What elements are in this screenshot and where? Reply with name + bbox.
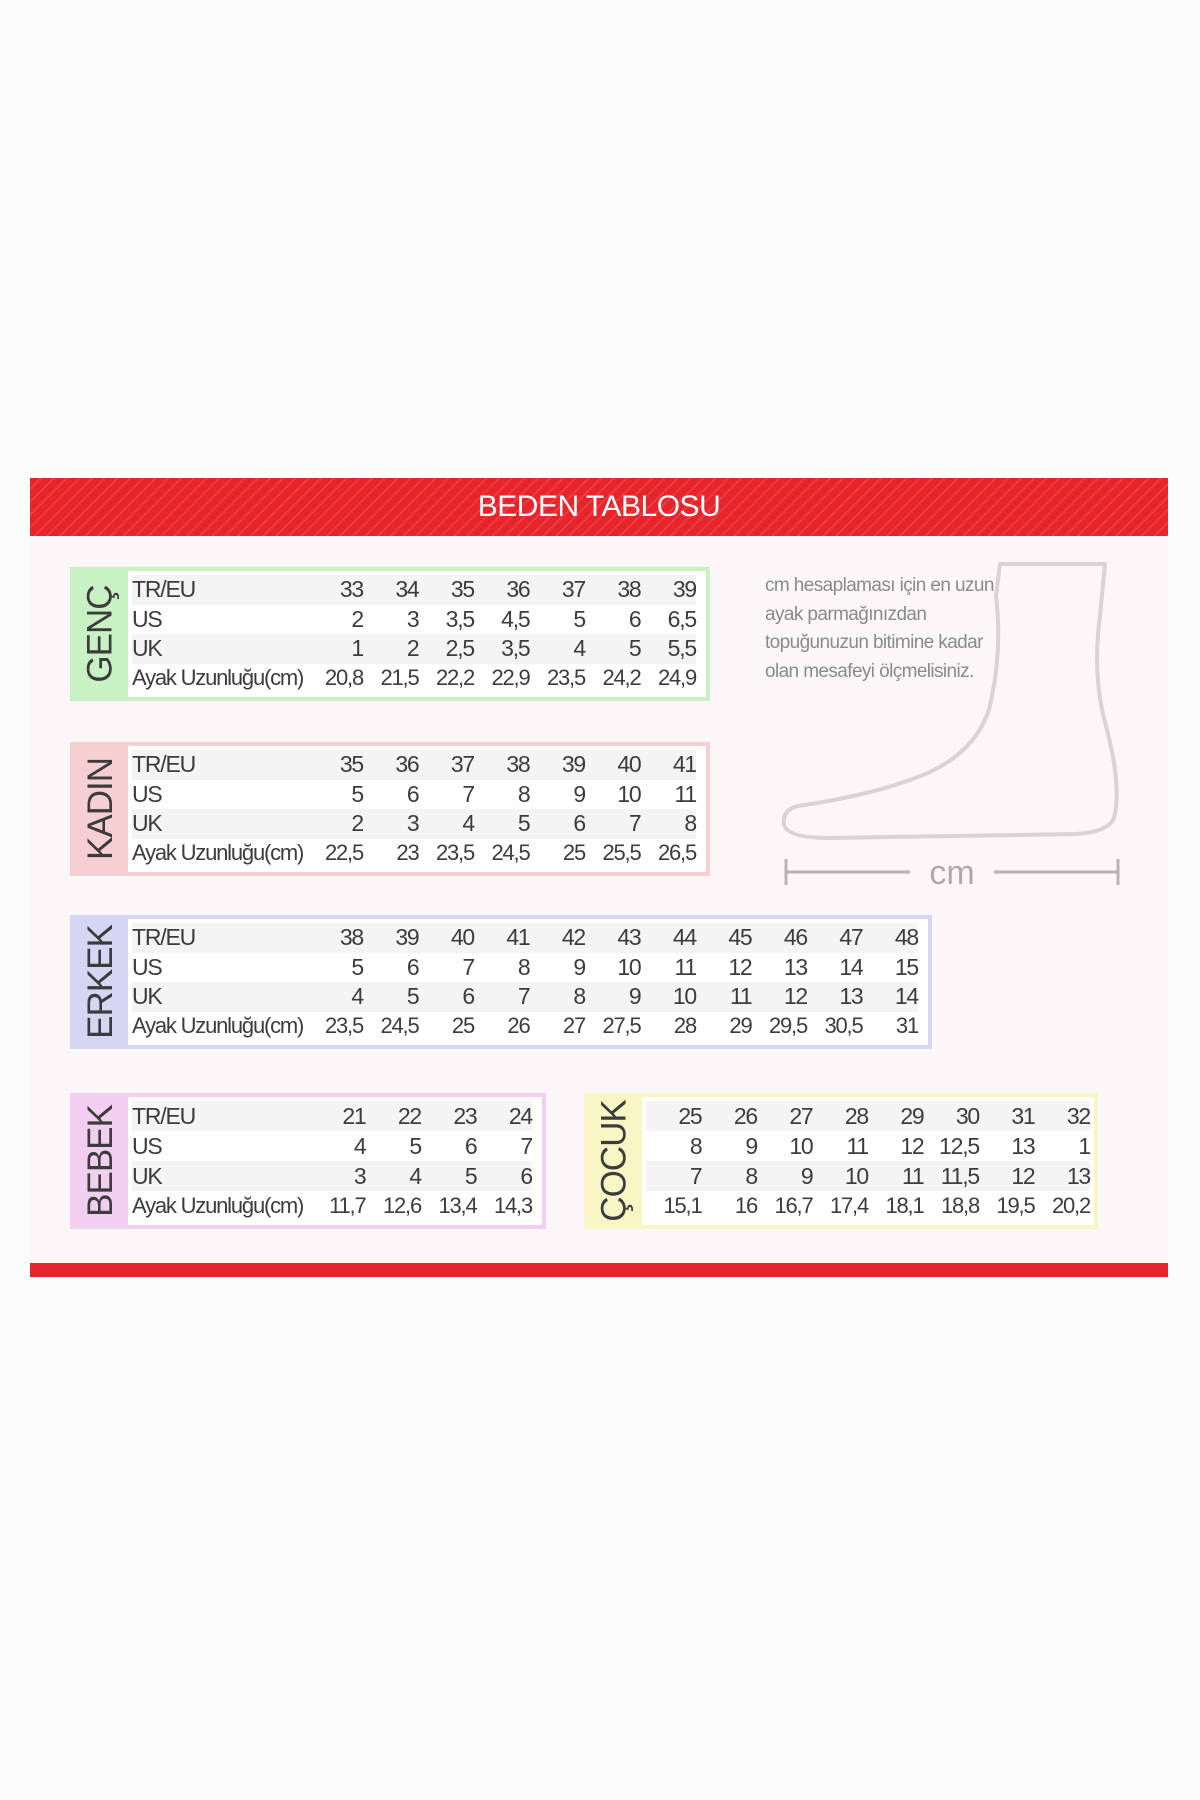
row-label: US: [132, 605, 162, 632]
row-label: TR/EU: [132, 924, 196, 951]
row-values: [303, 840, 696, 866]
size-cell: 22,9: [491, 665, 530, 691]
size-cell: 7: [520, 1132, 532, 1159]
size-cell: 44: [672, 924, 696, 951]
size-cell: 7: [462, 953, 474, 980]
size-cell: 14: [894, 983, 918, 1010]
size-cell: 4: [351, 983, 363, 1010]
size-cell: 24,2: [602, 665, 641, 691]
table-label: GENÇ: [81, 585, 120, 683]
table-row: [646, 1191, 1090, 1221]
size-cell: 3,5: [445, 605, 474, 632]
size-cell: 38: [506, 751, 530, 778]
size-cell: 30: [955, 1102, 979, 1129]
size-cell: 41: [506, 924, 530, 951]
table-label: KADIN: [81, 758, 120, 860]
size-cell: 22: [397, 1102, 421, 1129]
size-cell: 34: [395, 576, 419, 603]
row-values: [303, 665, 696, 691]
table-row: [132, 1191, 532, 1221]
size-cell: 12: [1011, 1162, 1035, 1189]
size-cell: 16: [734, 1193, 757, 1218]
table-kadin: [70, 742, 710, 876]
size-cell: 23: [396, 840, 419, 866]
size-cell: 26: [507, 1013, 530, 1039]
size-cell: 13: [839, 983, 863, 1010]
size-cell: 2: [406, 635, 419, 662]
table-row: [132, 1131, 532, 1161]
size-cell: 4,5: [501, 605, 530, 632]
size-cell: 24,5: [380, 1013, 419, 1039]
table-rows: [128, 571, 706, 697]
row-values: [162, 810, 696, 837]
size-cell: 18,8: [940, 1193, 979, 1218]
size-cell: 35: [339, 751, 363, 778]
row-values: [195, 924, 918, 951]
size-cell: 14,3: [493, 1193, 532, 1218]
size-cell: 23,5: [546, 665, 585, 691]
size-cell: 18,1: [885, 1193, 924, 1218]
size-cell: 23: [453, 1102, 477, 1129]
size-cell: 11: [674, 780, 696, 807]
size-cell: 3: [353, 1162, 366, 1189]
row-label: UK: [132, 983, 162, 1010]
row-values: [646, 1133, 1090, 1160]
row-label: UK: [132, 635, 162, 662]
size-cell: 36: [395, 751, 419, 778]
table-row: [132, 634, 696, 664]
row-values: [195, 751, 696, 778]
row-label: Ayak Uzunluğu(cm): [132, 1013, 304, 1039]
row-label: Ayak Uzunluğu(cm): [132, 840, 304, 866]
size-cell: 9: [745, 1132, 757, 1159]
size-cell: 9: [573, 953, 585, 980]
size-cell: 42: [561, 924, 585, 951]
size-cell: 13: [1011, 1132, 1035, 1159]
size-cell: 7: [462, 780, 474, 807]
size-cell: 12: [783, 983, 807, 1010]
size-cell: 10: [789, 1132, 813, 1159]
size-cell: 11: [902, 1162, 924, 1189]
size-cell: 2,5: [445, 635, 474, 662]
size-cell: 4: [353, 1132, 366, 1159]
size-cell: 1: [351, 635, 363, 662]
size-cell: 6: [628, 605, 641, 632]
size-cell: 8: [689, 1132, 702, 1159]
size-cell: 4: [409, 1162, 421, 1189]
size-cell: 43: [617, 924, 641, 951]
row-values: [162, 1163, 532, 1190]
size-cell: 37: [450, 751, 474, 778]
size-cell: 11: [730, 983, 752, 1010]
header-bar: [30, 478, 1168, 536]
size-cell: 5: [351, 780, 363, 807]
table-rows: [128, 746, 706, 872]
size-cell: 9: [573, 780, 585, 807]
size-cell: 38: [339, 924, 363, 951]
size-cell: 6: [406, 953, 419, 980]
row-values: [162, 606, 696, 633]
size-cell: 11: [674, 953, 696, 980]
size-cell: 28: [844, 1102, 868, 1129]
size-cell: 10: [617, 953, 641, 980]
size-cell: 10: [617, 780, 641, 807]
size-cell: 29: [900, 1102, 924, 1129]
size-cell: 32: [1066, 1102, 1090, 1129]
table-erkek: [70, 915, 932, 1049]
side-label-erkek: [74, 919, 128, 1045]
size-cell: 12,5: [939, 1132, 979, 1159]
size-cell: 11: [846, 1132, 868, 1159]
size-cell: 23,5: [324, 1013, 363, 1039]
size-cell: 8: [684, 810, 696, 837]
table-row: [132, 1101, 532, 1131]
table-row: [132, 1012, 918, 1042]
size-cell: 8: [517, 780, 530, 807]
table-row: [132, 780, 696, 810]
size-cell: 5: [517, 810, 530, 837]
size-cell: 4: [462, 810, 474, 837]
row-values: [162, 954, 918, 981]
table-row: [132, 923, 918, 953]
size-cell: 5: [628, 635, 641, 662]
size-cell: 23,5: [435, 840, 474, 866]
size-cell: 7: [689, 1162, 702, 1189]
size-cell: 26,5: [657, 840, 696, 866]
size-cell: 5: [406, 983, 419, 1010]
size-cell: 10: [844, 1162, 868, 1189]
size-cell: 12: [900, 1132, 924, 1159]
size-cell: 6: [464, 1132, 477, 1159]
size-cell: 20,2: [1051, 1193, 1090, 1218]
size-cell: 6: [520, 1162, 532, 1189]
table-rows: [642, 1097, 1100, 1225]
row-label: TR/EU: [132, 576, 196, 603]
size-cell: 13: [783, 953, 807, 980]
size-cell: 30,5: [824, 1013, 863, 1039]
size-cell: 22,2: [435, 665, 474, 691]
size-cell: 27: [562, 1013, 585, 1039]
size-cell: 13,4: [438, 1193, 477, 1218]
row-label: US: [132, 780, 162, 807]
size-cell: 11,5: [940, 1162, 979, 1189]
table-row: [646, 1131, 1090, 1161]
size-cell: 37: [561, 576, 585, 603]
size-cell: 5: [409, 1132, 421, 1159]
size-cell: 5: [464, 1162, 477, 1189]
page-title: BEDEN TABLOSU: [477, 490, 721, 523]
row-label: UK: [132, 1162, 162, 1189]
row-values: [162, 1133, 532, 1160]
size-cell: 27: [789, 1102, 813, 1129]
table-row: [132, 839, 696, 869]
size-cell: 35: [450, 576, 474, 603]
size-cell: 2: [351, 605, 363, 632]
row-values: [303, 1193, 532, 1219]
size-cell: 12: [728, 953, 752, 980]
table-label: BEBEK: [81, 1105, 121, 1217]
table-row: [132, 750, 696, 780]
size-cell: 13: [1066, 1162, 1090, 1189]
side-label-bebek: [74, 1097, 128, 1225]
foot-outline-icon: [770, 556, 1130, 896]
row-label: Ayak Uzunluğu(cm): [132, 1193, 304, 1218]
table-label: ERKEK: [81, 925, 120, 1039]
size-cell: 48: [894, 924, 918, 951]
size-cell: 19,5: [996, 1193, 1035, 1218]
table-label: ÇOCUK: [595, 1100, 634, 1222]
size-cell: 21,5: [380, 665, 419, 691]
row-label: US: [132, 1132, 162, 1159]
size-cell: 5: [573, 605, 585, 632]
table-row: [132, 605, 696, 635]
size-cell: 36: [506, 576, 530, 603]
size-cell: 3: [406, 810, 419, 837]
row-label: UK: [132, 810, 162, 837]
size-cell: 9: [800, 1162, 813, 1189]
size-cell: 10: [672, 983, 696, 1010]
row-label: US: [132, 953, 162, 980]
table-row: [132, 1161, 532, 1191]
row-values: [162, 983, 918, 1010]
size-cell: 25: [562, 840, 585, 866]
row-label: TR/EU: [132, 1102, 196, 1129]
row-values: [195, 576, 696, 603]
size-cell: 39: [395, 924, 419, 951]
footer-bar: [30, 1263, 1168, 1277]
size-cell: 25: [678, 1102, 702, 1129]
side-label-genc: [74, 571, 128, 697]
size-cell: 15: [894, 953, 918, 980]
row-values: [303, 1013, 918, 1039]
foot-length-label: cm: [929, 854, 975, 892]
size-cell: 17,4: [829, 1193, 868, 1218]
row-values: [646, 1193, 1090, 1219]
size-cell: 38: [617, 576, 641, 603]
row-values: [162, 781, 696, 808]
size-cell: 2: [351, 810, 363, 837]
size-cell: 6: [462, 983, 474, 1010]
size-cell: 24,9: [657, 665, 696, 691]
side-label-cocuk: [588, 1097, 642, 1225]
size-cell: 25: [451, 1013, 474, 1039]
size-cell: 1: [1078, 1132, 1090, 1159]
size-cell: 26: [733, 1102, 757, 1129]
size-cell: 7: [517, 983, 530, 1010]
size-cell: 3: [406, 605, 419, 632]
table-genc: [70, 567, 710, 701]
size-cell: 45: [728, 924, 752, 951]
size-cell: 39: [561, 751, 585, 778]
size-cell: 16,7: [774, 1193, 813, 1218]
measurement-note: cm hesaplaması için en uzun ayak parmağınızdan topuğunuzun bitimine kadar olan mesafeyi ölçmelisiniz.: [765, 575, 994, 682]
size-cell: 4: [573, 635, 585, 662]
size-cell: 8: [745, 1162, 757, 1189]
table-bebek: [70, 1093, 546, 1229]
size-cell: 39: [672, 576, 696, 603]
size-cell: 28: [673, 1013, 696, 1039]
size-cell: 33: [339, 576, 363, 603]
size-cell: 20,8: [324, 665, 363, 691]
table-row: [132, 809, 696, 839]
size-cell: 5: [351, 953, 363, 980]
size-cell: 14: [839, 953, 863, 980]
table-row: [132, 575, 696, 605]
size-cell: 47: [839, 924, 863, 951]
size-cell: 40: [617, 751, 641, 778]
table-rows: [128, 1097, 542, 1225]
table-row: [132, 953, 918, 983]
size-cell: 8: [573, 983, 585, 1010]
size-cell: 29: [729, 1013, 752, 1039]
size-cell: 29,5: [768, 1013, 807, 1039]
table-rows: [128, 919, 928, 1045]
size-cell: 12,6: [382, 1193, 421, 1218]
row-label: TR/EU: [132, 751, 196, 778]
size-cell: 22,5: [324, 840, 363, 866]
table-row: [646, 1161, 1090, 1191]
size-cell: 46: [783, 924, 807, 951]
row-values: [162, 635, 696, 662]
size-cell: 3,5: [501, 635, 530, 662]
size-cell: 11,7: [329, 1193, 366, 1218]
table-cocuk: [584, 1093, 1098, 1229]
size-cell: 7: [628, 810, 641, 837]
size-cell: 8: [517, 953, 530, 980]
row-values: [646, 1103, 1090, 1130]
size-cell: 6,5: [667, 605, 696, 632]
row-values: [646, 1163, 1090, 1190]
size-cell: 40: [450, 924, 474, 951]
size-cell: 9: [628, 983, 641, 1010]
size-cell: 5,5: [667, 635, 696, 662]
size-cell: 27,5: [602, 1013, 641, 1039]
size-cell: 6: [406, 780, 419, 807]
size-cell: 41: [672, 751, 696, 778]
size-cell: 6: [573, 810, 585, 837]
size-cell: 15,1: [663, 1193, 702, 1218]
table-row: [646, 1101, 1090, 1131]
size-cell: 31: [895, 1013, 918, 1039]
size-cell: 25,5: [602, 840, 641, 866]
side-label-kadin: [74, 746, 128, 872]
size-cell: 31: [1011, 1102, 1035, 1129]
row-label: Ayak Uzunluğu(cm): [132, 665, 304, 691]
size-cell: 24,5: [491, 840, 530, 866]
table-row: [132, 664, 696, 694]
table-row: [132, 982, 918, 1012]
size-cell: 21: [342, 1102, 366, 1129]
row-values: [195, 1103, 532, 1130]
size-cell: 24: [508, 1102, 532, 1129]
